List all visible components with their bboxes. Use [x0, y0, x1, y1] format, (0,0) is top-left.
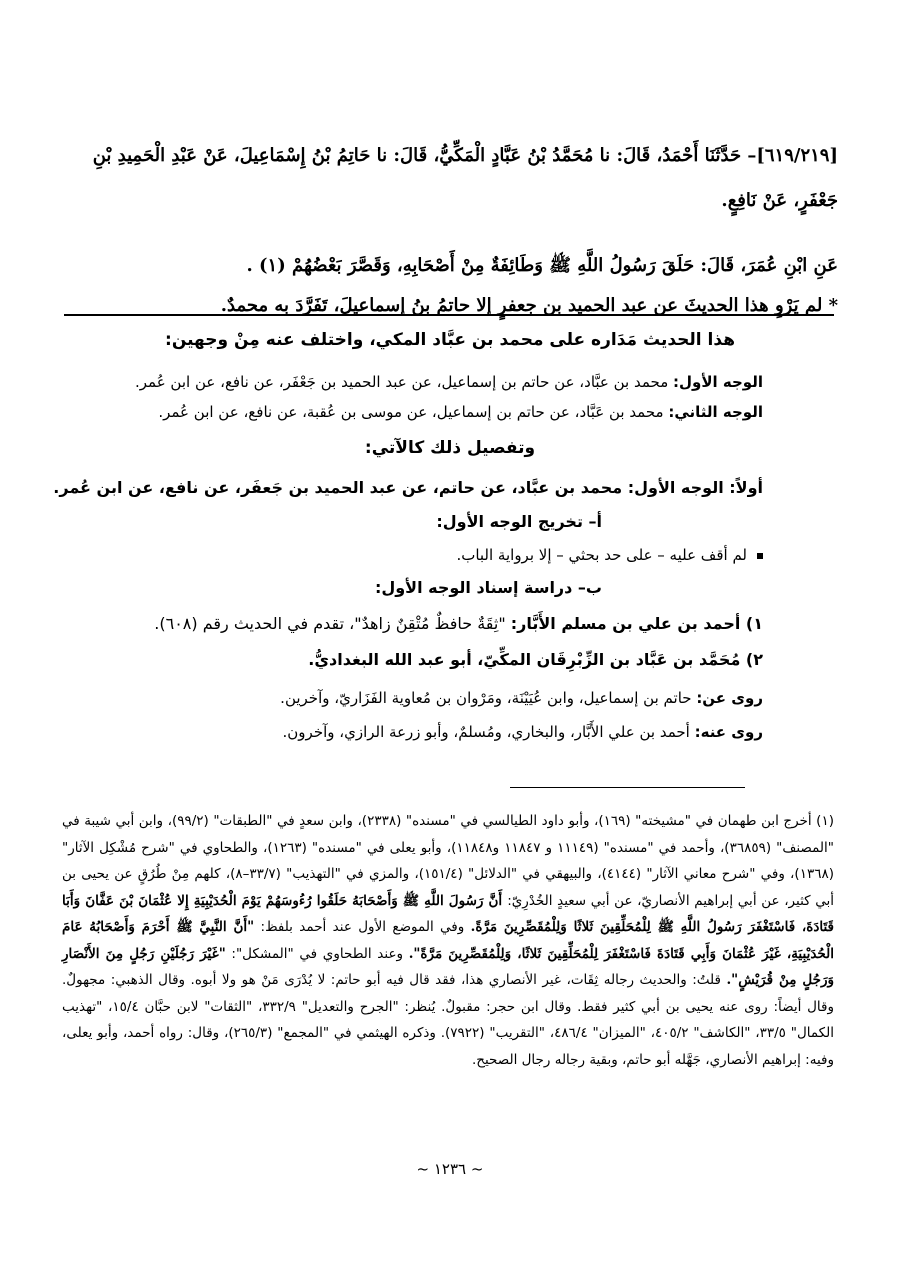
footnote-2-rest: قلتُ: والحديث رجاله ثِقَات، غير الأنصاري هذا، فقد قال فيه أبو حاتم: لا يُدْرَى مَنْ هو ولا أبوه. وقال الذهبي: مجهولٌ. وقال أيضاً: روى عنه يحيى بن أبي كثير فقط. وقال ابن حجر: مقبولٌ. يُنظر: "الجرح والتعديل" ٣٣٢/٩، "الثقات" لابن حبَّان ١٥/٤، "تهذيب الكمال" ٣٣/٥، "الكاشف" ٤٠٥/٢، "الميزان" ٤٨٦/٤، "التقريب" (٧٩٢٢). وذكره الهيثمي في "المجمع" (٢٦٥/٣)، وقال: رواه أحمد، وأبو يعلى، وفيه: إبراهيم الأنصاري، جَهَّله أبو حاتم، وبقية رجاله رجال الصحيح. [62, 972, 835, 1068]
rawa-an-text: حاتم بن إسماعيل، وابن عُيَيْنَة، ومَرْوان بن مُعاوية الفَزَاريّ، وآخرين. [280, 689, 697, 707]
footnote-1 [62, 808, 834, 1073]
wajh-1-label: الوجه الأول: [673, 373, 763, 391]
bullet-text: لم أقف عليه – على حد بحثي – إلا برواية الباب. [456, 546, 747, 564]
narrator-2-line [63, 650, 763, 670]
footnote-1-quote: أَنَّ رَسُولَ اللَّهِ ﷺ وَأَصْحَابَهُ حَلَقُوا رُءُوسَهُمْ يَوْمَ الْحُدَيْبِيَةِ إِلا عُثْمَانَ بْنَ عَفَّانَ وَأَبَا قَتَادَةَ، فَاسْتَغْفَرَ رَسُولُ اللَّهِ ﷺ لِلْمُحَلِّقِينَ ثَلاثًا وَلِلْمُقَصِّرِينَ مَرَّةً. [62, 892, 835, 935]
wajh-1-text: محمد بن عبَّاد، عن حاتم بن إسماعيل، عن عبد الحميد بن جَعْفَر، عن نافع، عن ابن عُمر. [135, 373, 674, 391]
wajh-2-line [63, 402, 763, 422]
rawa-anhu-line [63, 722, 763, 742]
footnote-1-quote-2: "أَنَّ النَّبِيَّ ﷺ أَحْرَمَ وَأَصْحَابُهُ عَامَ الْحُدَيْبِيَةِ، غَيْرَ عُثْمَانَ وَأَبِي قَتَادَةَ فَاسْتَغْفَرَ لِلْمُحَلِّقِينَ ثَلاثًا، وَلِلْمُقَصِّرِينَ مَرَّةً". [62, 919, 834, 962]
hadith-isnad-line: [٦١٩/٢١٩]– حَدَّثَنَا أَحْمَدُ، قَالَ: نا مُحَمَّدُ بْنُ عَبَّادٍ الْمَكِّيُّ، قَالَ: نا حَاتِمُ بْنُ إِسْمَاعِيلَ، عَنْ عَبْدِ الْحَمِيدِ بْنِ [92, 145, 838, 166]
wajh-2-label: الوجه الثاني: [668, 403, 763, 421]
footnote-separator [510, 787, 745, 788]
footnote-1-tail: وفي الموضع الأول عند أحمد بلفظ: [254, 919, 471, 935]
rawa-anhu-label: روى عنه: [694, 723, 763, 741]
narrator-2-name: ٢) مُحَمَّد بن عَبَّاد بن الزِّبْرِقَان المكِّيّ، أبو عبد الله البغداديُّ. [308, 650, 763, 669]
bullet-item [63, 545, 763, 565]
wajh-2-text: محمد بن عَبَّاد، عن حاتم بن إسماعيل، عن موسى بن عُقبة، عن نافع، عن ابن عُمر. [158, 403, 669, 421]
footnote-1-text: (١) أخرج ابن طهمان في "مشيخته" (١٦٩)، وأبو داود الطيالسي في "مسنده" (٢٣٣٨)، وابن سعدٍ في "الطبقات" (٩٩/٢)، وابن أبي شيبة في "المصنف" (٣٦٨٥٩)، وأحمد في "مسنده" (١١١٤٩ و ١١٨٤٧ و١١٨٤٨)، وأبو يعلى في "مسنده" (١٢٦٣)، والطحاوي في "شرح مُشْكِل الآثار" (١٣٦٨)، وفي "شرح معاني الآثار" (٤١٤٤)، والبيهقي في "الدلائل" (١٥١/٤)، والمزي في "التهذيب" (٣٣/٧–٨)، كلهم مِنْ طُرُقٍ عن يحيى بن أبي كثير، عن أبي إبراهيم الأنصاريّ، عن أبي سعيدٍ الخُدْرِيّ: [62, 813, 834, 909]
footnote-2-quote: "غَيْرَ رَجُلَيْنِ رَجُلٍ مِنَ الأَنْصَارِ وَرَجُلٍ مِنْ قُرَيْشٍ". [62, 945, 834, 988]
narrator-1-name: ١) أحمد بن علي بن مسلم الأَبَّار: [510, 614, 763, 633]
rawa-anhu-text: أحمد بن علي الأَبَّار، والبخاري، ومُسلمٌ، وأبو زرعة الرازي، وآخرون. [282, 723, 695, 741]
bullet-icon [757, 553, 763, 559]
hadith-isnad-continuation: جَعْفَرٍ، عَنْ نَافِعٍ. [721, 190, 838, 211]
page-number: ~ ١٢٣٦ ~ [416, 1160, 484, 1178]
narrator-1-line [63, 614, 763, 634]
wajh-1-line [63, 372, 763, 392]
awwalan-text: محمد بن عبَّاد، عن حاتم، عن عبد الحميد بن جَعفَر، عن نافع، عن ابن عُمر. [53, 478, 628, 497]
hadith-tafarrud-note: * لم يَرْوِ هذا الحديثَ عن عبد الحميد بن جعفرٍ إلا حاتمُ بنُ إسماعيلَ، تَفَرَّدَ به محمدٌ. [220, 295, 838, 316]
narrator-1-text: "ثِقَةٌ حافظٌ مُتْقِنٌ زاهدٌ"، تقدم في الحديث رقم (٦٠٨). [154, 614, 511, 633]
footnote-2-lead: وعند الطحاوي في "المشكل": [225, 945, 409, 962]
details-heading: وتفصيل ذلك كالآتي: [364, 438, 536, 458]
study-heading: هذا الحديث مَدَاره على محمد بن عبَّاد المكي، واختلف عنه مِنْ وجهين: [165, 330, 735, 350]
dirasa-subheading: ب– دراسة إسناد الوجه الأول: [374, 578, 602, 597]
section-divider [64, 314, 834, 316]
awwalan-label: أولاً: الوجه الأول: [627, 478, 763, 497]
awwalan-line [53, 478, 763, 498]
rawa-an-label: روى عن: [696, 689, 763, 707]
rawa-an-line [63, 688, 763, 708]
hadith-matn-text: عَنِ ابْنِ عُمَرَ، قَالَ: حَلَقَ رَسُولُ اللَّهِ ﷺ وَطَائِفَةٌ مِنْ أَصْحَابِهِ، وَقَصَّرَ بَعْضُهُمْ (١) . [246, 255, 838, 276]
takhrij-subheading: أ– تخريج الوجه الأول: [436, 512, 602, 531]
footnotes [62, 808, 834, 1073]
